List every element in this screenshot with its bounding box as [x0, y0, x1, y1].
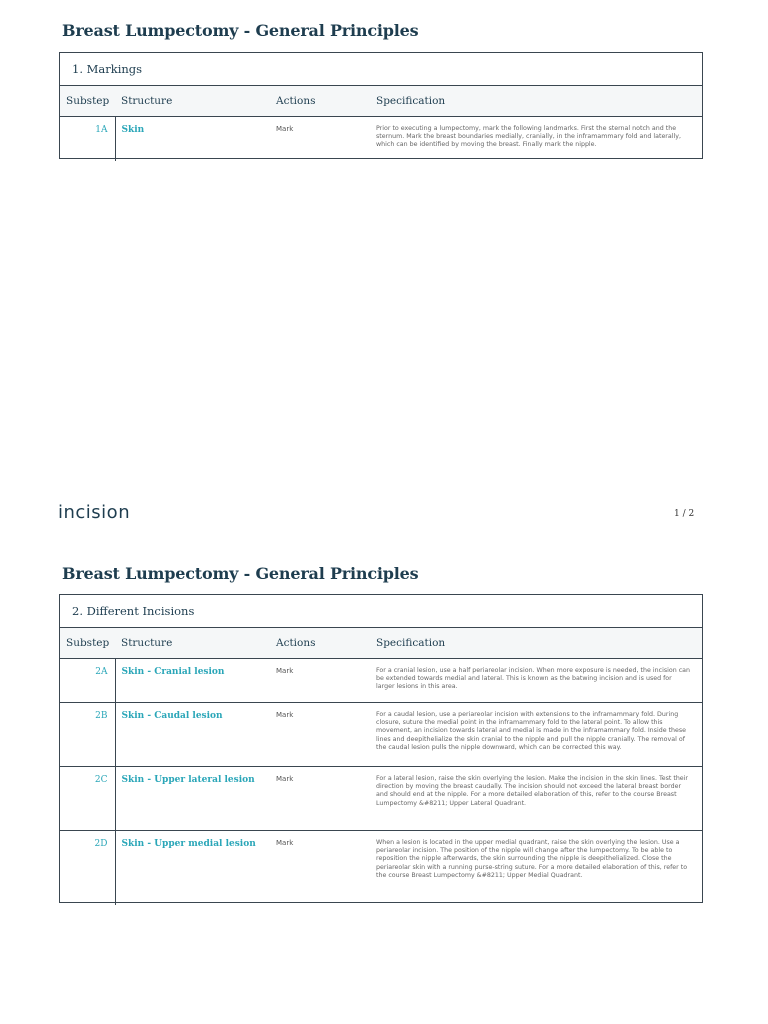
- specification-cell: Prior to executing a lumpectomy, mark the following landmarks. First the sternal notch and the sternum. Mark the breast boundaries medially, cranially, in the inframammary fold and laterally, which can be identified by moving the breast. Finally mark the nipple.: [376, 125, 681, 149]
- incisions-table: [60, 628, 702, 905]
- specification-cell: For a caudal lesion, use a periareolar incision with extensions to the inframammary fold. During closure, suture the medial point in the inframammary fold to the lateral point. To allow this movement, an incision towards lateral and medial is made in the inframammary fold. Inside these lines and deepithelialize the skin cranial to the nipple and pull the nipple cranially. The removal of the caudal lesion pulls the nipple downward, which can be corrected this way.: [370, 703, 702, 767]
- page-number: 1 / 2: [674, 509, 695, 519]
- structure-link[interactable]: Skin - Upper medial lesion: [115, 831, 270, 905]
- column-header-specification: Specification: [370, 86, 702, 117]
- table-row: [60, 767, 702, 831]
- column-header-substep: Substep: [60, 86, 115, 117]
- action-cell: Mark: [270, 767, 370, 831]
- column-header-substep: Substep: [60, 628, 115, 659]
- substep-cell: 2B: [60, 703, 115, 767]
- section-heading: 1. Markings: [60, 53, 702, 86]
- markings-section: [59, 52, 703, 159]
- table-header-row: [60, 86, 702, 117]
- substep-cell: 2D: [60, 831, 115, 905]
- action-cell: Mark: [270, 831, 370, 905]
- structure-link[interactable]: Skin - Cranial lesion: [121, 667, 225, 677]
- specification-cell: When a lesion is located in the upper medial quadrant, raise the skin overlying the lesion. Use a periareolar incision. The position of the nipple will change after the lumpectomy. To be able to reposition the nipple afterwards, the skin surrounding the nipple is deepithelialized. Close the periareolar skin with a running purse-string suture. For a more detailed elaboration of this, refer to the course Breast Lumpectomy &#8211; Upper Medial Quadrant.: [370, 831, 702, 905]
- column-header-actions: Actions: [270, 628, 370, 659]
- specification-cell: For a cranial lesion, use a half periareolar incision. When more exposure is needed, the incision can be extended towards medial and lateral. This is known as the batwing incision and is used for larger lesions in this area.: [376, 667, 691, 691]
- specification-cell: For a lateral lesion, raise the skin overlying the lesion. Make the incision in the skin lines. Test their direction by moving the breast caudally. The incision should not exceed the lateral breast border and should end at the nipple. For a more detailed elaboration of this, refer to the course Breast Lumpectomy &#8211; Upper Lateral Quadrant.: [370, 767, 702, 831]
- page-title: Breast Lumpectomy - General Principles: [62, 564, 419, 583]
- column-header-structure: Structure: [115, 86, 270, 117]
- table-row: [60, 117, 702, 161]
- table-row: [60, 831, 702, 905]
- substep-cell: 1A: [60, 117, 115, 161]
- table-row: [60, 703, 702, 767]
- incisions-section: [59, 594, 703, 903]
- column-header-specification: Specification: [370, 628, 702, 659]
- structure-link[interactable]: Skin: [121, 125, 145, 135]
- table-header-row: [60, 628, 702, 659]
- markings-table: [60, 86, 702, 161]
- structure-link[interactable]: Skin - Caudal lesion: [115, 703, 270, 767]
- page-title: Breast Lumpectomy - General Principles: [62, 21, 419, 40]
- column-header-structure: Structure: [115, 628, 270, 659]
- table-row: [60, 659, 702, 703]
- action-cell: Mark: [276, 667, 294, 675]
- substep-cell: 2A: [60, 659, 115, 703]
- substep-cell: 2C: [60, 767, 115, 831]
- action-cell: Mark: [276, 125, 294, 133]
- action-cell: Mark: [270, 703, 370, 767]
- section-heading: 2. Different Incisions: [60, 595, 702, 628]
- column-header-actions: Actions: [270, 86, 370, 117]
- incision-logo: incision: [58, 502, 131, 523]
- structure-link[interactable]: Skin - Upper lateral lesion: [115, 767, 270, 831]
